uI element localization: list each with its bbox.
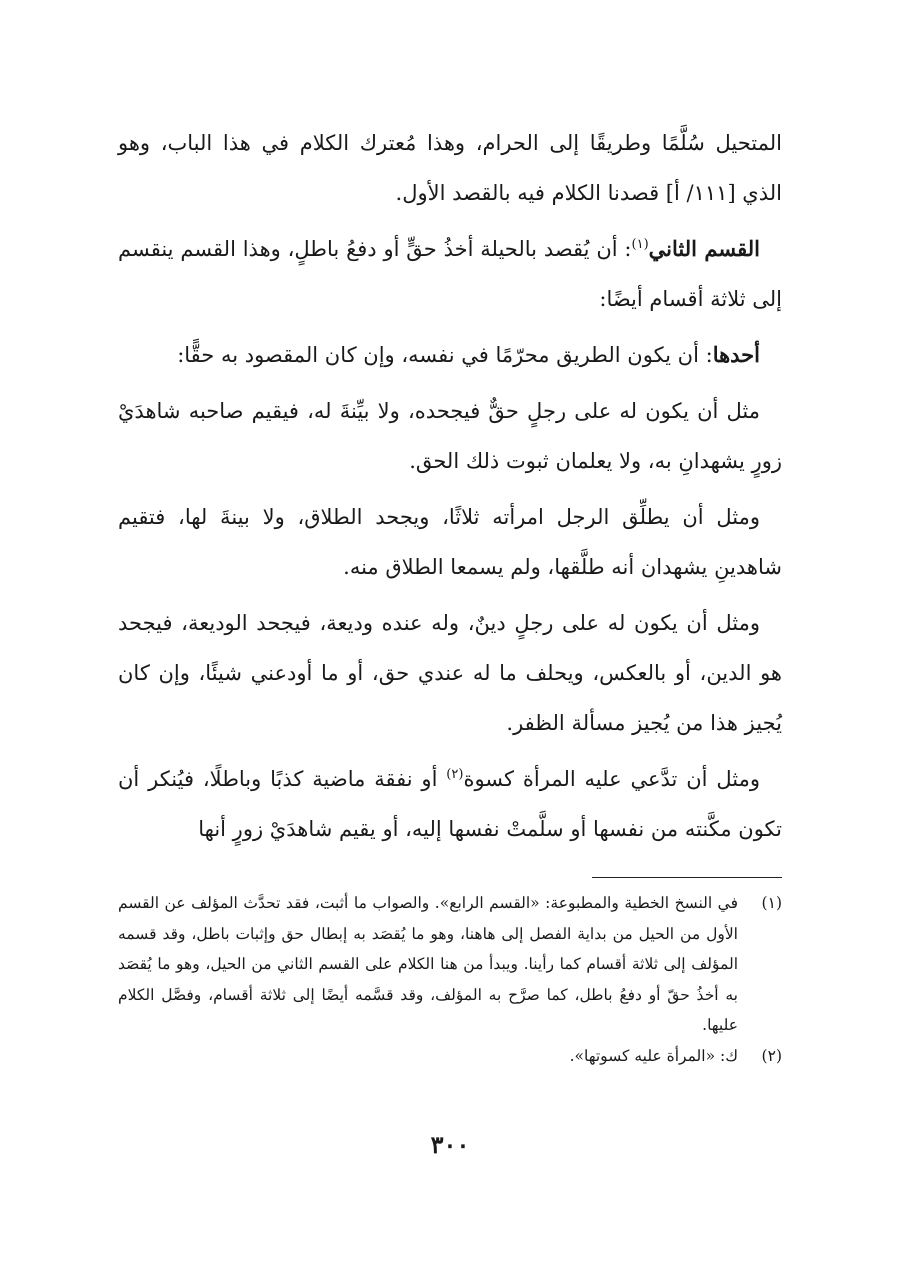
section-heading-second: القسم الثاني	[648, 236, 760, 261]
paragraph-3-text: : أن يكون الطريق محرّمًا في نفسه، وإن كان المقصود به حقًّا:	[177, 343, 713, 367]
paragraph-2-text: : أن يُقصد بالحيلة أخذُ حقٍّ أو دفعُ باطلٍ، وهذا القسم ينقسم إلى ثلاثة أقسام أيضًا:	[118, 237, 782, 311]
paragraph-2	[118, 224, 782, 324]
paragraph-7-text-b: أو نفقة ماضية كذبًا وباطلًا، فيُنكر أن تكون مكَّنته من نفسها أو سلَّمتْ نفسها إليه، أو يقيم شاهدَيْ زورٍ أنها	[118, 767, 782, 841]
footnote-1	[118, 888, 782, 1041]
footnote-ref-2: (٢)	[446, 767, 464, 782]
paragraph-1: المتحيل سُلَّمًا وطريقًا إلى الحرام، وهذا مُعترك الكلام في هذا الباب، وهو الذي [١١١/ أ] قصدنا الكلام فيه بالقصد الأول.	[118, 131, 782, 205]
paragraph-6: ومثل أن يكون له على رجلٍ دينٌ، وله عنده وديعة، فيجحد الوديعة، فيجحد هو الدين، أو بالعكس، ويحلف ما له عندي حق، أو ما أودعني شيئًا، وإن كان يُجيز هذا من يُجيز مسألة الظفر.	[118, 611, 782, 735]
footnote-text: ك: «المرأة عليه كسوتها».	[569, 1046, 738, 1065]
subsection-heading-first: أحدها	[712, 342, 760, 367]
paragraph-7-text-a: ومثل أن تدَّعي عليه المرأة كسوة	[463, 767, 761, 791]
footnote-2	[118, 1041, 782, 1072]
main-text	[118, 118, 782, 860]
footnote-separator	[592, 877, 782, 878]
paragraph-5: ومثل أن يطلِّق الرجل امرأته ثلاثًا، ويجحد الطلاق، ولا بينةَ لها، فتقيم شاهدينِ يشهدان أنه طلَّقها، ولم يسمعا الطلاق منه.	[118, 505, 782, 579]
footnote-number: (٢)	[761, 1046, 782, 1065]
paragraph-3	[118, 330, 782, 380]
footnote-text: في النسخ الخطية والمطبوعة: «القسم الرابع». والصواب ما أثبت، فقد تحدَّث المؤلف عن القسم الأول من الحيل من بداية الفصل إلى هاهنا، وهو ما يُقصَد به إبطال حق وإثبات باطل، وقد قسمه المؤلف إلى ثلاثة أقسام كما رأينا. ويبدأ من هنا الكلام على القسم الثاني من الحيل، وهو ما يُقصَد به أخذُ حقّ أو دفعُ باطل، كما صرَّح به المؤلف، وقد قسَّمه أيضًا إلى ثلاثة أقسام، وفصَّل الكلام عليها.	[118, 894, 738, 1034]
footnote-number: (١)	[761, 894, 782, 912]
paragraph-4: مثل أن يكون له على رجلٍ حقٌّ فيجحده، ولا بيِّنةَ له، فيقيم صاحبه شاهدَيْ زورٍ يشهدانِ به، ولا يعلمان ثبوت ذلك الحق.	[118, 399, 782, 473]
footnotes	[118, 888, 782, 1071]
page-number: ٣٠٠	[430, 1130, 470, 1159]
paragraph-7	[118, 754, 782, 854]
footnote-ref-1: (١)	[631, 237, 649, 252]
